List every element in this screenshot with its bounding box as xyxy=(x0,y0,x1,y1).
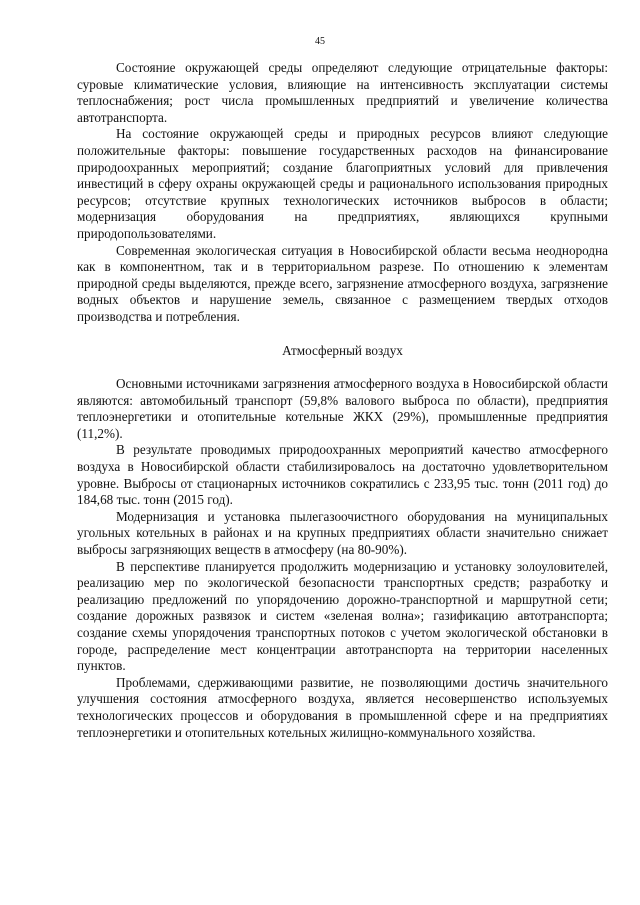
paragraph-pollution-sources: Основными источниками загрязнения атмосферного воздуха в Новосибирской области являются: автомобильный транспорт (59,8% валового выброса по области), предприятия теплоэнергетики и отопительные котельные ЖКХ (29%), промышленные предприятия (11,2%). xyxy=(77,376,608,441)
document-body xyxy=(77,60,608,741)
paragraph-ecological-situation: Современная экологическая ситуация в Новосибирской области весьма неоднородна как в компонентном, так и в территориальном разрезе. По отношению к элементам природной среды выделяются, прежде всего, загрязнение атмосферного воздуха, загрязнение водных объектов и нарушение земель, связанное с размещением твердых отходов производства и потребления. xyxy=(77,242,608,324)
paragraph-future-plans: В перспективе планируется продолжить модернизацию и установку золоуловителей, реализацию мер по экологической безопасности транспортных средств; разработку и реализацию предложений по упорядочению дорожно-транспортной и маршрутной сети; создание дорожных развязок и систем «зеленая волна»; газификацию автотранспорта; создание схемы упорядочения транспортных потоков с учетом экологической обстановки в городе, распределение мест концентрации автотранспорта на территории населенных пунктов. xyxy=(77,558,608,674)
paragraph-emissions-reduction: В результате проводимых природоохранных мероприятий качество атмосферного воздуха в Новосибирской области стабилизировалось на достаточно удовлетворительном уровне. Выбросы от стационарных источников сократились с 233,95 тыс. тонн (2011 год) до 184,68 тыс. тонн (2015 год). xyxy=(77,442,608,508)
paragraph-negative-factors: Состояние окружающей среды определяют следующие отрицательные факторы: суровые климатические условия, влияющие на интенсивность эксплуатации системы теплоснабжения; рост числа промышленных предприятий и увеличение количества автотранспорта. xyxy=(77,60,608,125)
paragraph-positive-factors: На состояние окружающей среды и природных ресурсов влияют следующие положительные факторы: повышение государственных расходов на финансирование природоохранных мероприятий; создание благоприятных условий для привлечения инвестиций в сферу охраны окружающей среды и рационального использования природных ресурсов; отсутствие крупных технологических источников выбросов в области; модернизация оборудования на предприятиях, являющихся крупными природопользователями. xyxy=(77,126,608,241)
section-heading: Атмосферный воздух xyxy=(282,342,403,358)
page-number: 45 xyxy=(315,36,325,47)
paragraph-problems: Проблемами, сдерживающими развитие, не позволяющими достичь значительного улучшения состояния атмосферного воздуха, является несовершенство используемых технологических процессов и оборудования в промышленной сфере и на предприятиях теплоэнергетики и отопительных котельных жилищно-коммунального хозяйства. xyxy=(77,674,608,740)
paragraph-modernization: Модернизация и установка пылегазоочистного оборудования на муниципальных угольных котельных в районах и на крупных предприятиях области значительно снижает выбросы загрязняющих веществ в атмосферу (на 80-90%). xyxy=(77,508,608,558)
